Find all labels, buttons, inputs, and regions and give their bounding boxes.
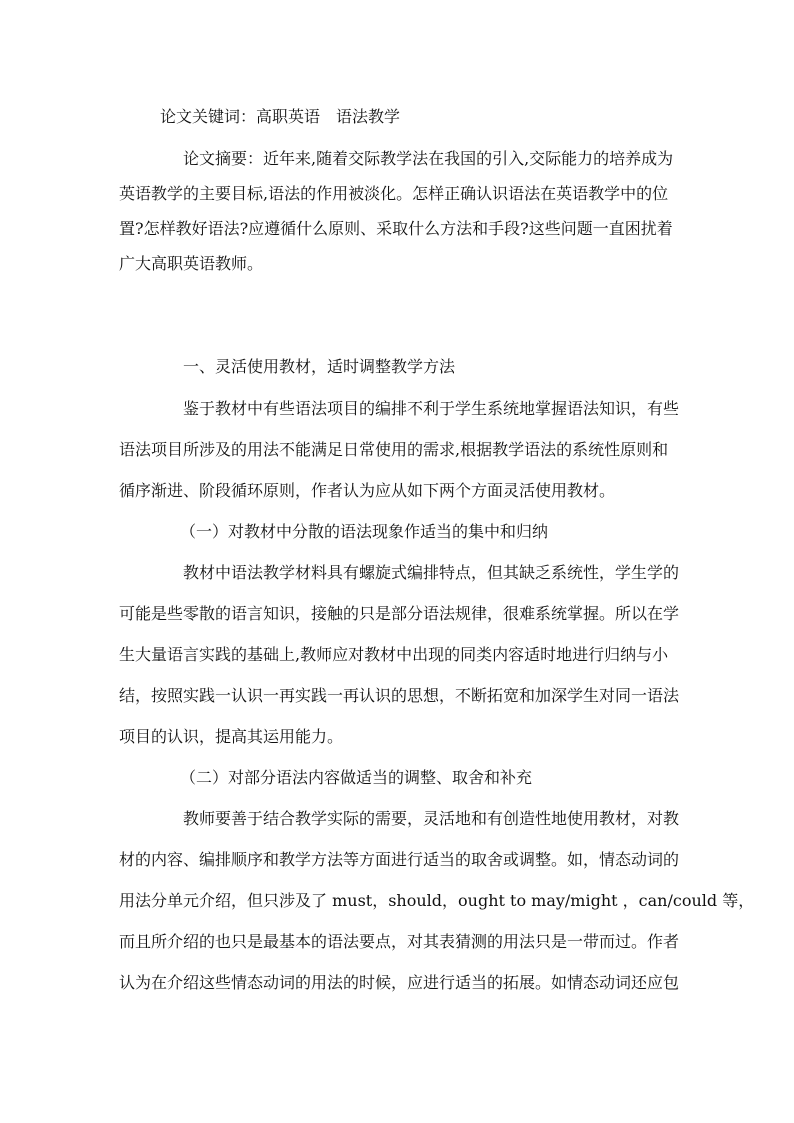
paragraph-line: 鉴于教材中有些语法项目的编排不利于学生系统地掌握语法知识，有些 xyxy=(183,399,680,418)
paragraph-line: 而且所介绍的也只是最基本的语法要点，对其表猜测的用法只是一带而过。作者 xyxy=(119,932,680,951)
paragraph-line: 生大量语言实践的基础上,教师应对教材中出现的同类内容适时地进行归纳与小 xyxy=(119,645,669,664)
subsection-heading-1: （一）对教材中分散的语法现象作适当的集中和归纳 xyxy=(180,522,549,541)
paragraph-line: 循序渐进、阶段循环原则，作者认为应从如下两个方面灵活使用教材。 xyxy=(119,481,616,500)
abstract-line-2: 英语教学的主要目标,语法的作用被淡化。怎样正确认识语法在英语教学中的位 xyxy=(119,184,669,203)
paragraph-line: 教师要善于结合教学实际的需要，灵活地和有创造性地使用教材，对教 xyxy=(183,809,680,828)
paragraph-line: 用法分单元介绍，但只涉及了 must，should，ought to may/might ，can/could 等， xyxy=(119,891,755,910)
abstract-line-3: 置?怎样教好语法?应遵循什么原则、采取什么方法和手段?这些问题一直困扰着 xyxy=(119,219,673,238)
abstract-line-4: 广大高职英语教师。 xyxy=(119,254,264,273)
keywords-line: 论文关键词：高职英语 语法教学 xyxy=(160,107,401,126)
section-heading: 一、灵活使用教材，适时调整教学方法 xyxy=(183,357,456,376)
abstract-line-1: 论文摘要：近年来,随着交际教学法在我国的引入,交际能力的培养成为 xyxy=(183,149,674,168)
paragraph-line: 材的内容、编排顺序和教学方法等方面进行适当的取舍或调整。如，情态动词的 xyxy=(119,850,680,869)
paragraph-line: 语法项目所涉及的用法不能满足日常使用的需求,根据教学语法的系统性原则和 xyxy=(119,440,669,459)
paragraph-line: 可能是些零散的语言知识，接触的只是部分语法规律，很难系统掌握。所以在学 xyxy=(119,604,680,623)
paragraph-line: 认为在介绍这些情态动词的用法的时候，应进行适当的拓展。如情态动词还应包 xyxy=(119,973,680,992)
paragraph-line: 结，按照实践一认识一再实践一再认识的思想，不断拓宽和加深学生对同一语法 xyxy=(119,686,680,705)
subsection-heading-2: （二）对部分语法内容做适当的调整、取舍和补充 xyxy=(180,768,533,787)
paragraph-line: 项目的认识，提高其运用能力。 xyxy=(119,727,344,746)
paragraph-line: 教材中语法教学材料具有螺旋式编排特点，但其缺乏系统性，学生学的 xyxy=(183,563,680,582)
